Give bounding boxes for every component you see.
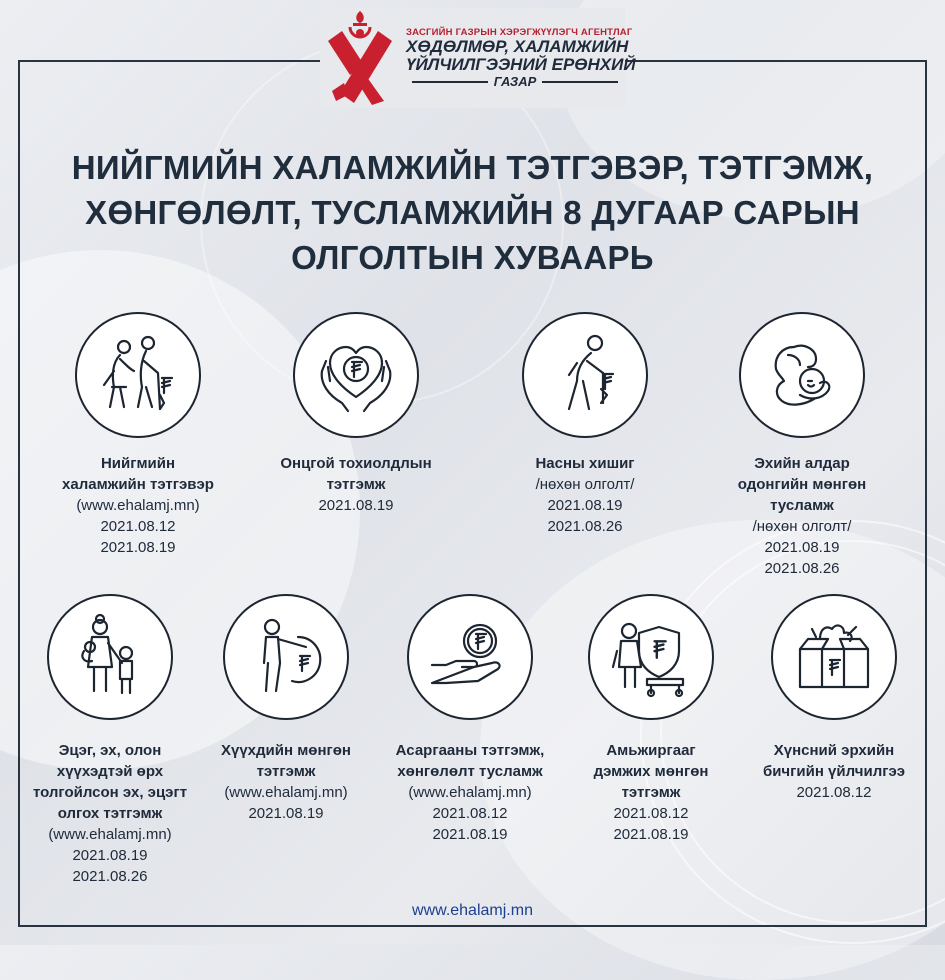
benefit-note: (www.ehalamj.mn): [224, 784, 348, 801]
payment-date: 2021.08.19: [318, 497, 394, 514]
benefit-icon-circle: [407, 594, 533, 720]
payment-date: 2021.08.26: [547, 518, 623, 535]
benefit-label: [485, 453, 685, 537]
benefit-name: хөнгөлөлт тусламж: [397, 763, 543, 780]
benefit-note: /нөхөн олголт/: [752, 518, 852, 535]
benefit-icon-circle: [223, 594, 349, 720]
title-line: ХӨНГӨЛӨЛТ, ТУСЛАМЖИЙН 8 ДУГААР САРЫН: [85, 194, 860, 231]
benefit-note: (www.ehalamj.mn): [76, 497, 200, 514]
benefit-label: [33, 453, 243, 558]
payment-date: 2021.08.19: [764, 539, 840, 556]
title-line: НИЙГМИЙН ХАЛАМЖИЙН ТЭТГЭВЭР, ТЭТГЭМЖ,: [71, 149, 874, 186]
payment-date: 2021.08.12: [100, 518, 176, 535]
benefit-name: толгойлсон эх, эцэгт: [32, 784, 188, 801]
agency-logo: [320, 8, 636, 108]
benefit-icon-circle: [293, 312, 419, 438]
footer-url[interactable]: www.ehalamj.mn: [412, 902, 533, 919]
benefit-icon-circle: [47, 594, 173, 720]
mother-baby-icon: [754, 325, 850, 426]
page-title: [40, 145, 905, 280]
benefit-icon-circle: [588, 594, 714, 720]
agency-name-line2: ҮЙЛЧИЛГЭЭНИЙ ЕРӨНХИЙ: [406, 55, 636, 74]
payment-date: 2021.08.12: [613, 805, 689, 822]
agency-emblem-icon: [320, 9, 400, 107]
benefit-name: Эхийн алдар: [754, 455, 850, 472]
benefit-label: [702, 453, 902, 579]
payment-date: 2021.08.19: [100, 539, 176, 556]
benefit-label: [256, 453, 456, 516]
payment-date: 2021.08.12: [432, 805, 508, 822]
benefit-note: /нөхөн олголт/: [535, 476, 635, 493]
agency-subtitle: ЗАСГИЙН ГАЗРЫН ХЭРЭГЖҮҮЛЭГЧ АГЕНТЛАГ: [406, 27, 633, 38]
payment-date: 2021.08.19: [547, 497, 623, 514]
hand-coin-icon: [422, 607, 518, 708]
agency-name-line1: ХӨДӨЛМӨР, ХАЛАМЖИЙН: [406, 37, 629, 56]
agency-name-line3: ГАЗАР: [493, 74, 537, 89]
benefit-name: дэмжих мөнгөн: [593, 763, 709, 780]
payment-date: 2021.08.12: [796, 784, 872, 801]
benefit-name: халамжийн тэтгэвэр: [62, 476, 214, 493]
benefit-name: Онцгой тохиолдлын: [280, 455, 432, 472]
benefit-label: [744, 740, 924, 803]
benefit-icon-circle: [75, 312, 201, 438]
benefit-label: [561, 740, 741, 845]
payment-date: 2021.08.19: [72, 847, 148, 864]
person-coin-icon: [238, 607, 334, 708]
benefit-label: [20, 740, 200, 887]
benefit-name: бичгийн үйлчилгээ: [762, 763, 906, 780]
payment-date: 2021.08.26: [72, 868, 148, 885]
benefit-name: хүүхэдтэй өрх: [56, 763, 164, 780]
benefit-name: Насны хишиг: [535, 455, 635, 472]
benefit-note: (www.ehalamj.mn): [408, 784, 532, 801]
hands-heart-icon: [308, 325, 404, 426]
parent-children-icon: [62, 607, 158, 708]
benefit-icon-circle: [771, 594, 897, 720]
payment-date: 2021.08.19: [613, 826, 689, 843]
payment-date: 2021.08.19: [248, 805, 324, 822]
food-box-icon: [786, 607, 882, 708]
title-line: ОЛГОЛТЫН ХУВААРЬ: [291, 239, 654, 276]
benefit-icon-circle: [739, 312, 865, 438]
payment-date: 2021.08.26: [764, 560, 840, 577]
elderly-shield-icon: [603, 607, 699, 708]
payment-date: 2021.08.19: [432, 826, 508, 843]
benefit-name: тусламж: [770, 497, 834, 514]
benefit-name: тэтгэмж: [621, 784, 681, 801]
benefit-name: олгох тэтгэмж: [57, 805, 163, 822]
benefit-label: [196, 740, 376, 824]
benefit-name: тэтгэмж: [256, 763, 316, 780]
benefit-label: [375, 740, 565, 845]
benefit-name: Асаргааны тэтгэмж,: [395, 742, 545, 759]
benefit-name: одонгийн мөнгөн: [737, 476, 867, 493]
benefit-icon-circle: [522, 312, 648, 438]
elderly-couple-icon: [90, 325, 186, 426]
elderly-cane-icon: [537, 325, 633, 426]
benefit-name: Хүнсний эрхийн: [773, 742, 895, 759]
benefit-name: Амьжиргааг: [606, 742, 696, 759]
benefit-name: тэтгэмж: [326, 476, 386, 493]
benefit-name: Нийгмийн: [100, 455, 176, 472]
benefit-name: Эцэг, эх, олон: [58, 742, 162, 759]
benefit-note: (www.ehalamj.mn): [48, 826, 172, 843]
benefit-name: Хүүхдийн мөнгөн: [220, 742, 351, 759]
